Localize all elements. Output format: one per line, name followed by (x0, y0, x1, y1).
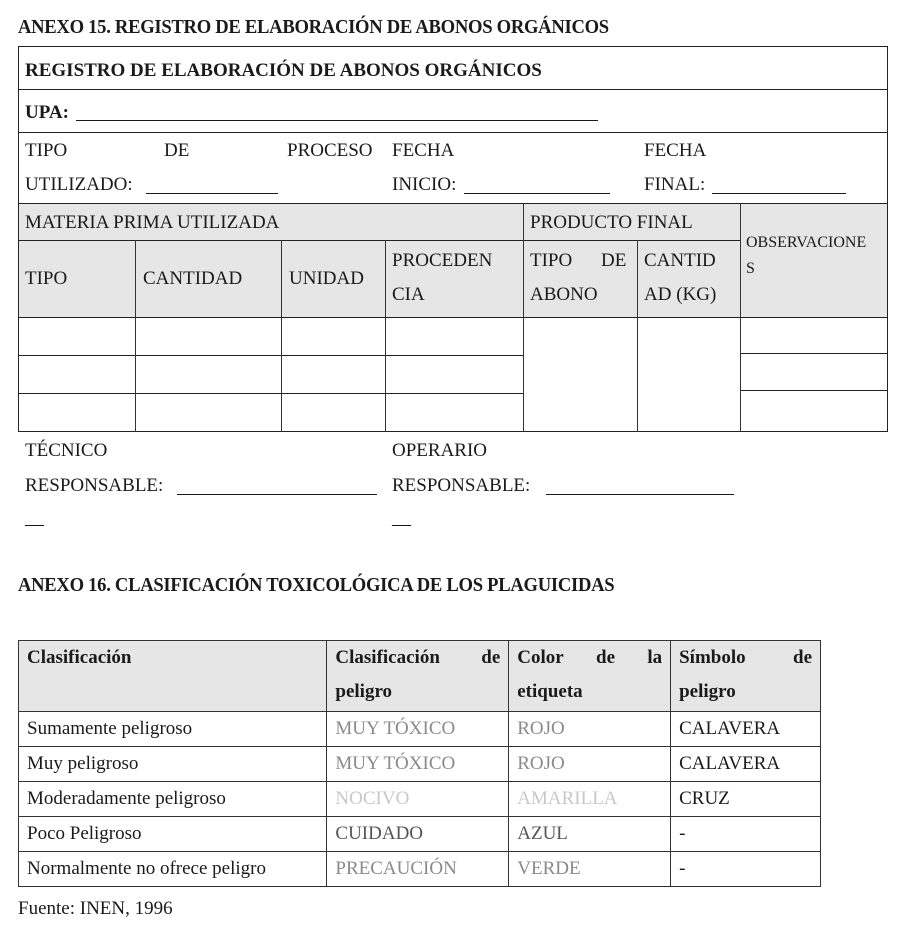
col-cantidad-kg: CANTID (644, 250, 716, 271)
tecnico-responsable-label: RESPONSABLE: (25, 475, 164, 496)
fecha-final-label: FECHA (644, 140, 707, 161)
fecha-inicio-label: FECHA (392, 140, 455, 161)
col-cantidad-kg-cont: AD (KG) (644, 284, 717, 305)
cell-clasificacion: Poco Peligroso (19, 817, 327, 852)
upa-label: UPA: (25, 102, 69, 123)
source-note: Fuente: INEN, 1996 (18, 898, 173, 919)
operario-responsable-label: RESPONSABLE: (392, 475, 531, 496)
cell-simbolo: CALAVERA (671, 747, 821, 782)
materia-prima-header: MATERIA PRIMA UTILIZADA (25, 212, 280, 233)
cell-clasificacion: Sumamente peligroso (19, 712, 327, 747)
col-cantidad: CANTIDAD (143, 268, 243, 289)
table-header-row (19, 641, 821, 712)
header-clasificacion: Clasificación (19, 641, 327, 712)
divider (18, 393, 524, 394)
header-clasificacion-peligro: Clasificación de peligro (327, 641, 509, 712)
table-row (19, 712, 821, 747)
cell-color: AMARILLA (509, 782, 671, 817)
divider (18, 355, 524, 356)
fecha-final-field[interactable] (712, 193, 846, 194)
divider (18, 317, 888, 318)
tipo-label: TIPO (25, 140, 68, 161)
annex15-heading: ANEXO 15. REGISTRO DE ELABORACIÓN DE ABONOS ORGÁNICOS (18, 16, 609, 38)
cell-color: AZUL (509, 817, 671, 852)
col-tipo-abono: TIPO (530, 250, 573, 271)
cell-color: ROJO (509, 747, 671, 782)
cell-peligro: MUY TÓXICO (327, 747, 509, 782)
cell-simbolo: CALAVERA (671, 712, 821, 747)
form-title: REGISTRO DE ELABORACIÓN DE ABONOS ORGÁNICOS (25, 60, 542, 81)
proceso-label: PROCESO (287, 140, 373, 161)
col-procedencia: PROCEDEN (392, 250, 493, 271)
cell-clasificacion: Normalmente no ofrece peligro (19, 852, 327, 887)
inicio-label: INICIO: (392, 174, 457, 195)
cell-peligro: PRECAUCIÓN (327, 852, 509, 887)
table-row (19, 852, 821, 887)
observaciones-header: OBSERVACIONE (746, 234, 867, 251)
col-tipo-abono-cont: ABONO (530, 284, 598, 305)
divider (18, 132, 888, 133)
divider (740, 390, 888, 391)
table-row (19, 782, 821, 817)
cell-clasificacion: Muy peligroso (19, 747, 327, 782)
header-color-etiqueta: Color de la etiqueta (509, 641, 671, 712)
operario-signature-field[interactable] (546, 494, 734, 495)
table-row (19, 747, 821, 782)
cell-simbolo: - (671, 852, 821, 887)
utilizado-label: UTILIZADO: (25, 174, 133, 195)
divider (18, 240, 740, 241)
tipo-proceso-field[interactable] (146, 193, 278, 194)
divider (523, 204, 524, 432)
col-unidad: UNIDAD (289, 268, 364, 289)
de-label: DE (164, 140, 190, 161)
cell-simbolo: - (671, 817, 821, 852)
divider (740, 353, 888, 354)
final-label: FINAL: (644, 174, 706, 195)
col-procedencia-cont: CIA (392, 284, 425, 305)
header-simbolo-peligro: Símbolo de peligro (671, 641, 821, 712)
cell-peligro: CUIDADO (327, 817, 509, 852)
cell-color: ROJO (509, 712, 671, 747)
cell-peligro: NOCIVO (327, 782, 509, 817)
table-row (19, 817, 821, 852)
cell-simbolo: CRUZ (671, 782, 821, 817)
operario-label: OPERARIO (392, 440, 488, 461)
cell-color: VERDE (509, 852, 671, 887)
tecnico-label: TÉCNICO (25, 440, 108, 461)
divider (740, 204, 741, 432)
tecnico-signature-field[interactable] (177, 494, 377, 495)
cell-peligro: MUY TÓXICO (327, 712, 509, 747)
divider (637, 240, 638, 432)
observaciones-header-cont: S (746, 260, 755, 277)
upa-field[interactable] (76, 120, 598, 121)
operario-dash: — (392, 514, 411, 535)
divider (18, 89, 888, 90)
col-tipo: TIPO (25, 268, 68, 289)
toxicology-table (18, 640, 821, 887)
col-tipo-abono-de: DE (601, 250, 627, 271)
divider (135, 240, 136, 432)
cell-clasificacion: Moderadamente peligroso (19, 782, 327, 817)
divider (385, 240, 386, 432)
divider (281, 240, 282, 432)
producto-final-header: PRODUCTO FINAL (530, 212, 693, 233)
fecha-inicio-field[interactable] (464, 193, 610, 194)
tecnico-dash: — (25, 514, 44, 535)
annex16-heading: ANEXO 16. CLASIFICACIÓN TOXICOLÓGICA DE LOS PLAGUICIDAS (18, 574, 615, 596)
